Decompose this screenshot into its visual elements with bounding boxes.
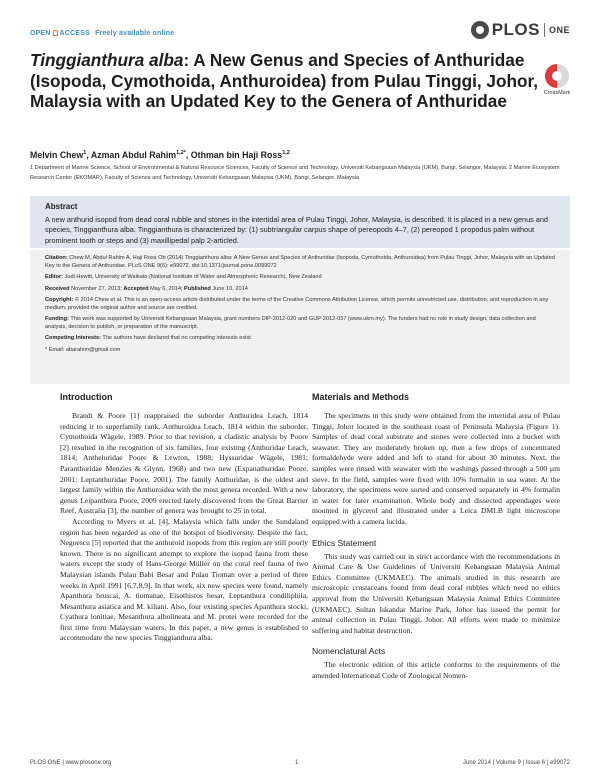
competing-text: The authors have declared that no competing interests exist.: [102, 335, 253, 341]
abstract-heading: Abstract: [45, 202, 78, 211]
author-list: Melvin Chew$^1$, Azman Abdul Rahim$^{1,2*}$, Othman bin Haji Ross$^{1,2}$: [30, 150, 290, 160]
footer-issue: June 2014 | Volume 9 | Issue 6 | e99072: [462, 760, 570, 766]
introduction-paragraph: Brandt & Poore [1] reappraised the suborder Anthuridea Leach, 1814 reducing it to superfamily rank, Anthuroidea Leach, 1814 within the suborder, Cymothoida Wägele, 1989. Prior to that revision, a cladistic analysis by Poore [2] resulted in the recognition of six families, four existing (Anthuridae Leach, 1814; Antheluridae Poore & Lewton, 1988; Hyssuridae Wägele, 1981; Paranthuridae Menzies & Glynn, 1968) and two new (Expanathuridae Poore, 2001; Leptanthuridae Poore, 2001). The family Anthuridae, is the oldest and largest family within the Anthuroidea with the most genera recorded. With a new genus Leipanthura Poore, 2009 erected lately discovered from the Great Barrier Reef, Australia [3], the number of genera was brought to 25 in total.: [60, 411, 308, 516]
dates: [45, 286, 555, 294]
plos-wordmark: PLOS: [491, 20, 540, 39]
freely-available-label: Freely available online: [95, 30, 175, 37]
author-name: Azman Abdul Rahim: [90, 150, 177, 160]
plos-one-logo[interactable]: [471, 20, 570, 40]
article-title: [30, 50, 540, 112]
open-lock-icon: [53, 30, 58, 36]
title-genus-species: Tinggianthura alba: [30, 50, 184, 70]
open-access-banner: [30, 30, 174, 37]
affiliations: 1 Department of Marine Science, School of Environmental & Natural Resource Sciences, Faculty of Science and Technology, Universiti Kebangsaan Malaysia (UKM), Bangi, Selangor, Malaysia, 2 Marine Ecosystem Research Center (EKOMAR), Faculty of Science and Technology, Universiti Kebangsaan Malaysia (UKM), Bangi, Selangor, Malaysia: [30, 165, 560, 181]
nomenclature-paragraph: The electronic edition of this article conforms to the requirements of the amended International Code of Zoological Nomen-: [312, 660, 560, 680]
citation-label: Citation:: [45, 255, 68, 261]
author-name: Melvin Chew: [30, 150, 84, 160]
nomenclature-heading: Nomenclatural Acts: [312, 646, 386, 657]
footer-journal[interactable]: PLOS ONE | www.plosone.org: [30, 760, 112, 766]
contact-email[interactable]: * Email: abarahim@gmail.com: [45, 346, 121, 353]
introduction-heading: Introduction: [60, 392, 113, 402]
crossmark-icon: [545, 64, 569, 88]
article-metadata: [30, 250, 570, 384]
received-label: Received: [45, 285, 70, 292]
author-affiliation-mark: 1,2*: [176, 150, 186, 157]
received-date: November 27, 2013;: [71, 285, 122, 292]
editor-text: Judi Hewitt, University of Waikato (National Institute of Water and Atmospheric Research), New Zealand: [64, 274, 322, 280]
title-rest: : A New Genus and Species of Anthuridae (Isopoda, Cymothoida, Anthuroidea) from Pulau Tinggi, Johor, Malaysia with an Updated Key to the Genera of Anthuridae: [30, 50, 538, 111]
open-access-suffix: ACCESS: [59, 30, 90, 37]
methods-paragraph: The specimens in this study were obtained from the intertidal area of Pulau Tinggi, Johor located in the southeast coast of Peninsula Malaysia (Figure 1). Samples of dead coral substrate and stones were collected into a bucket with seawater. They are moderately broken up, then a few drops of concentrated formaldehyde were added and left to stand for about 30 minutes. Next, the samples were rinsed with seawater with the washings passed through a 500 µm sieve. In the field, samples were fixed with 10% formalin in sea water. At the laboratory, the specimens were sorted and conserved separately in 4% formalin in water for later examination. Whole body and dissected appendages were mounted in glycerol and illustrated under a Leica DMLB light microscope equipped with a camera lucida.: [312, 411, 560, 526]
ethics-heading: Ethics Statement: [312, 537, 377, 548]
editor: [45, 274, 555, 282]
introduction-column: [60, 392, 308, 644]
methods-heading: Materials and Methods: [312, 392, 410, 402]
crossmark-badge[interactable]: [542, 64, 572, 96]
author-affiliation-mark: 1: [83, 150, 87, 157]
author-affiliation-mark: 1,2: [282, 150, 290, 157]
methods-column: [312, 392, 560, 681]
competing-label: Competing Interests:: [45, 335, 101, 341]
competing-interests: [45, 335, 555, 343]
copyright-label: Copyright:: [45, 297, 74, 303]
logo-divider: [544, 23, 545, 37]
funding-text: This work was supported by Universiti Kebangsaan Malaysia, grant numbers DIP-2012-020 and GUP-2012-057 (www.ukm.my). The funders had no role in study design, data collection and analysis, decision to publish, or preparation of the manuscript.: [45, 316, 536, 330]
funding: [45, 316, 555, 331]
funding-label: Funding:: [45, 316, 69, 322]
published-label: Published: [184, 285, 211, 292]
published-date: June 10, 2014: [212, 285, 248, 292]
ethics-paragraph: This study was carried out in strict accordance with the recommendations in Animal Care & Use Guidelines of Universiti Kebangsaan Malaysia Animal Ethics Committee (UKMAEC). The animals studied in this research are microscopic crustaceans found from dead coral rubbles which need no ethics approval from the Universiti Kebangsaan Malaysia Animal Ethics Committee (UKMAEC). Sultan Iskandar Marine Park, Johor has issued the permit for animal collection in Pulau Tinggi, Johor. All efforts were made to minimize suffering and habitat destruction.: [312, 551, 560, 635]
copyright: [45, 297, 555, 312]
plos-logo-icon: [471, 21, 489, 39]
author-name: Othman bin Haji Ross: [190, 150, 283, 160]
abstract-box: [30, 196, 570, 248]
introduction-paragraph: According to Myers et al. [4], Malaysia which falls under the Sundaland region has been regarded as one of the hotspot of biodiversity. Despite the fact, Negoescu [5] reported that the anthuroid isopods from this region are still poorly known. There is no significant attempt to explore the isopod fauna from these waters except the study of Hans-George Müller on the coral reef fauna of two Malaysian islands Pulau Babi Besar and Pulau Tioman over a period of three weeks in April 1991 [6,7,8,9]. In that work, six new species were found, namely Apanthura bruscai, A. tiomanae, Eisothistos besar, Leptanthura condiliphila, Mesanthura asiatica and M. kiliani. Also, four existing species Apanthura stocki, Cyathura lonitiae, Mesanthura albolineata and M. protei were recorded for the first time from Malaysian waters. In this paper, a new genus is established to accommodate the new species Tinggianthura alba.: [60, 516, 308, 643]
citation: [45, 255, 555, 270]
one-wordmark: ONE: [548, 25, 570, 35]
citation-text: Chew M, Abdul Rahim A, Haji Ross Ob (2014) Tinggianthura alba: A New Genus and Species of Anthuridae (Isopoda, Cymothoida, Anthuroidea) from Pulau Tinggi, Johor, Malaysia with an Updated Key to the Genera of Anthuridae. PLoS ONE 9(6): e99072. doi:10.1371/journal.pone.0099072: [45, 255, 555, 269]
page-number: 1: [295, 760, 299, 766]
abstract-text: A new anthurid isopod from dead coral rubble and stones in the intertidal area of Pulau Tinggi, Johor, Malaysia, is described. It is placed in a new genus and species, Tinggianthura alba. Tinggianthura is characterized by: (1) subtriangular carpus shape of pereopods 4–7, (2) pereopod 1 propodus palm without prominent tooth or steps and (3) maxillipedal palp 2-articled.: [45, 215, 548, 245]
copyright-text: © 2014 Chew et al. This is an open-access article distributed under the terms of the Creative Commons Attribution License, which permits unrestricted use, distribution, and reproduction in any medium, provided the original author and source are credited.: [45, 297, 549, 311]
journal-header: [0, 0, 600, 44]
open-access-label: OPEN: [30, 30, 51, 37]
accepted-date: May 6, 2014;: [150, 285, 183, 292]
crossmark-label: CrossMark: [543, 90, 571, 96]
accepted-label: Accepted: [123, 285, 149, 292]
editor-label: Editor:: [45, 274, 64, 280]
